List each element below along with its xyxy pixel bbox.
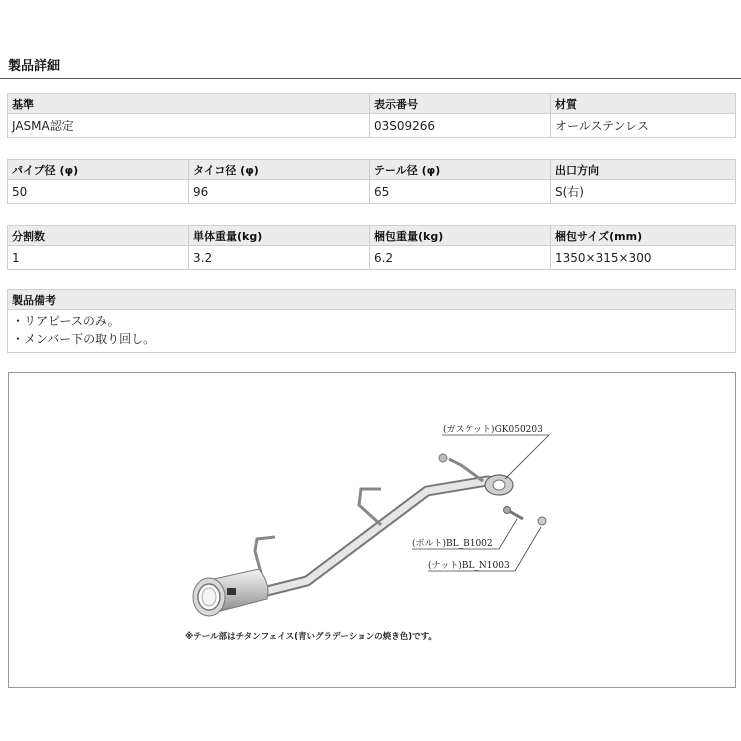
tail-finish-note: ※テール部はチタンフェイス(青いグラデーションの焼き色)です。	[185, 632, 437, 642]
header-tail-diameter: テール径 (φ)	[370, 160, 551, 180]
header-notes: 製品備考	[8, 290, 736, 310]
hanger-rod	[359, 489, 381, 525]
value-pipe-diameter: 50	[8, 180, 189, 204]
header-standard: 基準	[8, 94, 370, 114]
bolt	[504, 507, 524, 520]
exhaust-pipe	[267, 481, 501, 591]
value-split-count: 1	[8, 246, 189, 270]
value-exit-direction: S(右)	[551, 180, 736, 204]
note-line: ・リアピースのみ。	[12, 314, 120, 328]
value-tail-diameter: 65	[370, 180, 551, 204]
spec-table-dimensions	[7, 159, 736, 204]
table-header-row	[8, 226, 736, 246]
exhaust-pipe-highlight	[267, 481, 501, 591]
header-display-number: 表示番号	[370, 94, 551, 114]
product-notes-table	[7, 289, 736, 353]
header-muffler-diameter: タイコ径 (φ)	[189, 160, 370, 180]
value-unit-weight: 3.2	[189, 246, 370, 270]
muffler	[193, 569, 268, 616]
header-material: 材質	[551, 94, 736, 114]
gasket-label: (ガスケット)GK050203	[443, 425, 543, 435]
hanger-rubber	[439, 454, 447, 462]
table-header-row	[8, 94, 736, 114]
nut-label: (ナット)BL_N1003	[428, 561, 510, 571]
nut	[538, 517, 546, 525]
table-header-row	[8, 160, 736, 180]
spec-table-weight	[7, 225, 736, 270]
page-title: 製品詳細	[8, 59, 61, 74]
exhaust-diagram	[8, 372, 736, 688]
notes-cell	[8, 310, 736, 353]
spec-table-basic	[7, 93, 736, 138]
table-row	[8, 180, 736, 204]
title-divider	[0, 78, 741, 79]
table-row	[8, 310, 736, 353]
table-row	[8, 246, 736, 270]
bolt-label: (ボルト)BL_B1002	[412, 539, 493, 549]
header-split-count: 分割数	[8, 226, 189, 246]
header-package-size: 梱包サイズ(mm)	[551, 226, 736, 246]
table-row	[8, 114, 736, 138]
header-pipe-diameter: パイプ径 (φ)	[8, 160, 189, 180]
exhaust-drawing	[9, 373, 735, 687]
note-line: ・メンバー下の取り回し。	[12, 332, 156, 346]
hanger-rod	[449, 459, 483, 481]
value-material: オールステンレス	[551, 114, 736, 138]
value-package-size: 1350×315×300	[551, 246, 736, 270]
hanger-rod	[255, 537, 275, 573]
gasket-leader	[442, 435, 549, 479]
value-muffler-diameter: 96	[189, 180, 370, 204]
value-display-number: 03S09266	[370, 114, 551, 138]
value-standard: JASMA認定	[8, 114, 370, 138]
value-package-weight: 6.2	[370, 246, 551, 270]
header-unit-weight: 単体重量(kg)	[189, 226, 370, 246]
header-exit-direction: 出口方向	[551, 160, 736, 180]
table-header-row	[8, 290, 736, 310]
header-package-weight: 梱包重量(kg)	[370, 226, 551, 246]
flange	[485, 475, 513, 495]
brand-emblem	[227, 588, 236, 595]
